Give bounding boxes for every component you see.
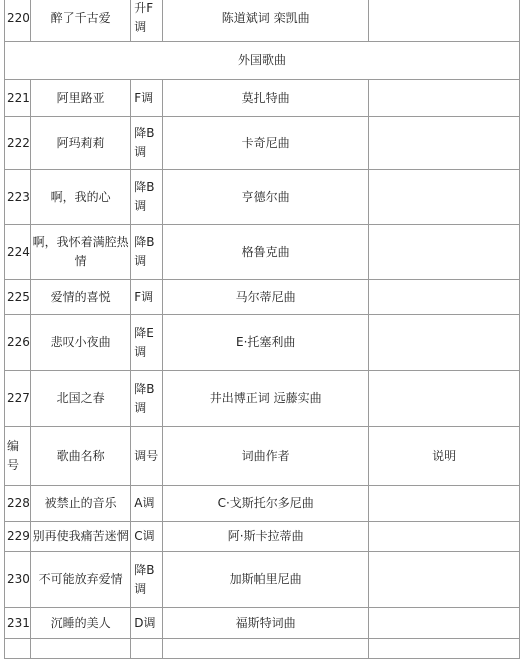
section-label: 外国歌曲	[5, 42, 520, 80]
table-row	[5, 315, 520, 371]
song-author-cell: E·托塞利曲	[163, 315, 369, 371]
table-row	[5, 280, 520, 315]
song-note-cell	[369, 225, 520, 280]
header-song-number-cell: 编号	[5, 427, 31, 486]
song-name-cell: 悲叹小夜曲	[30, 315, 130, 371]
song-key-cell: A调	[131, 486, 163, 522]
song-name-cell: 醉了千古爱	[30, 0, 130, 42]
table-row	[5, 522, 520, 552]
table-row	[5, 117, 520, 170]
table-row	[5, 486, 520, 522]
song-number-cell: 230	[5, 552, 31, 608]
song-number-cell: 229	[5, 522, 31, 552]
song-name-cell: 北国之春	[30, 371, 130, 427]
header-song-name-cell: 歌曲名称	[30, 427, 130, 486]
song-author-cell: 莫扎特曲	[163, 80, 369, 117]
song-author-cell: 井出博正词 远藤实曲	[163, 371, 369, 427]
song-key-cell: F调	[131, 80, 163, 117]
song-key-cell: 降B调	[131, 225, 163, 280]
table-row	[5, 552, 520, 608]
song-author-cell: 加斯帕里尼曲	[163, 552, 369, 608]
song-author-cell: 马尔蒂尼曲	[163, 280, 369, 315]
song-name-cell: 不可能放弃爱情	[30, 552, 130, 608]
song-key-cell: D调	[131, 608, 163, 639]
song-key-cell: 降B调	[131, 371, 163, 427]
song-name-cell: 沉睡的美人	[30, 608, 130, 639]
song-key-cell: 降B调	[131, 117, 163, 170]
header-song-note-cell: 说明	[369, 427, 520, 486]
song-author-cell: 福斯特词曲	[163, 608, 369, 639]
table-row	[5, 0, 520, 42]
song-author-cell: 亨德尔曲	[163, 170, 369, 225]
song-name-cell: 阿玛莉莉	[30, 117, 130, 170]
song-author-cell: 陈道斌词 栾凯曲	[163, 0, 369, 42]
song-name-cell: 爱情的喜悦	[30, 280, 130, 315]
song-number-cell: 231	[5, 608, 31, 639]
song-key-cell: 降B调	[131, 170, 163, 225]
song-note-cell	[369, 315, 520, 371]
song-name-cell: 啊，我的心	[30, 170, 130, 225]
song-key-cell: 降B调	[131, 552, 163, 608]
song-number-cell: 225	[5, 280, 31, 315]
song-author-cell: C·戈斯托尔多尼曲	[163, 486, 369, 522]
song-author-cell: 阿·斯卡拉蒂曲	[163, 522, 369, 552]
table-row	[5, 225, 520, 280]
song-note-cell	[369, 0, 520, 42]
song-number-cell: 227	[5, 371, 31, 427]
song-key-cell: 降E调	[131, 315, 163, 371]
song-author-cell: 格鲁克曲	[163, 225, 369, 280]
table-row	[5, 608, 520, 639]
section-row	[5, 42, 520, 80]
song-number-cell: 221	[5, 80, 31, 117]
song-number-cell: 220	[5, 0, 31, 42]
song-number-cell: 226	[5, 315, 31, 371]
song-note-cell	[369, 552, 520, 608]
table-row	[5, 170, 520, 225]
song-note-cell	[369, 117, 520, 170]
header-song-author-cell: 词曲作者	[163, 427, 369, 486]
song-note-cell	[369, 522, 520, 552]
song-note-cell	[369, 280, 520, 315]
song-note-cell	[369, 80, 520, 117]
song-note-cell	[369, 486, 520, 522]
song-name-cell: 被禁止的音乐	[30, 486, 130, 522]
table-row	[5, 80, 520, 117]
song-name-cell: 啊，我怀着满腔热情	[30, 225, 130, 280]
header-row	[5, 427, 520, 486]
song-key-cell: C调	[131, 522, 163, 552]
table-body	[5, 0, 520, 659]
song-note-cell	[369, 608, 520, 639]
song-number-cell: 223	[5, 170, 31, 225]
song-key-cell: 升F调	[131, 0, 163, 42]
song-name-cell: 别再使我痛苦迷惘	[30, 522, 130, 552]
song-key-cell: F调	[131, 280, 163, 315]
song-number-cell: 228	[5, 486, 31, 522]
song-number-cell: 224	[5, 225, 31, 280]
song-name-cell: 阿里路亚	[30, 80, 130, 117]
song-table	[4, 0, 520, 659]
header-song-key-cell: 调号	[131, 427, 163, 486]
song-note-cell	[369, 170, 520, 225]
song-author-cell: 卡奇尼曲	[163, 117, 369, 170]
song-note-cell	[369, 371, 520, 427]
song-number-cell: 222	[5, 117, 31, 170]
table-row	[5, 371, 520, 427]
